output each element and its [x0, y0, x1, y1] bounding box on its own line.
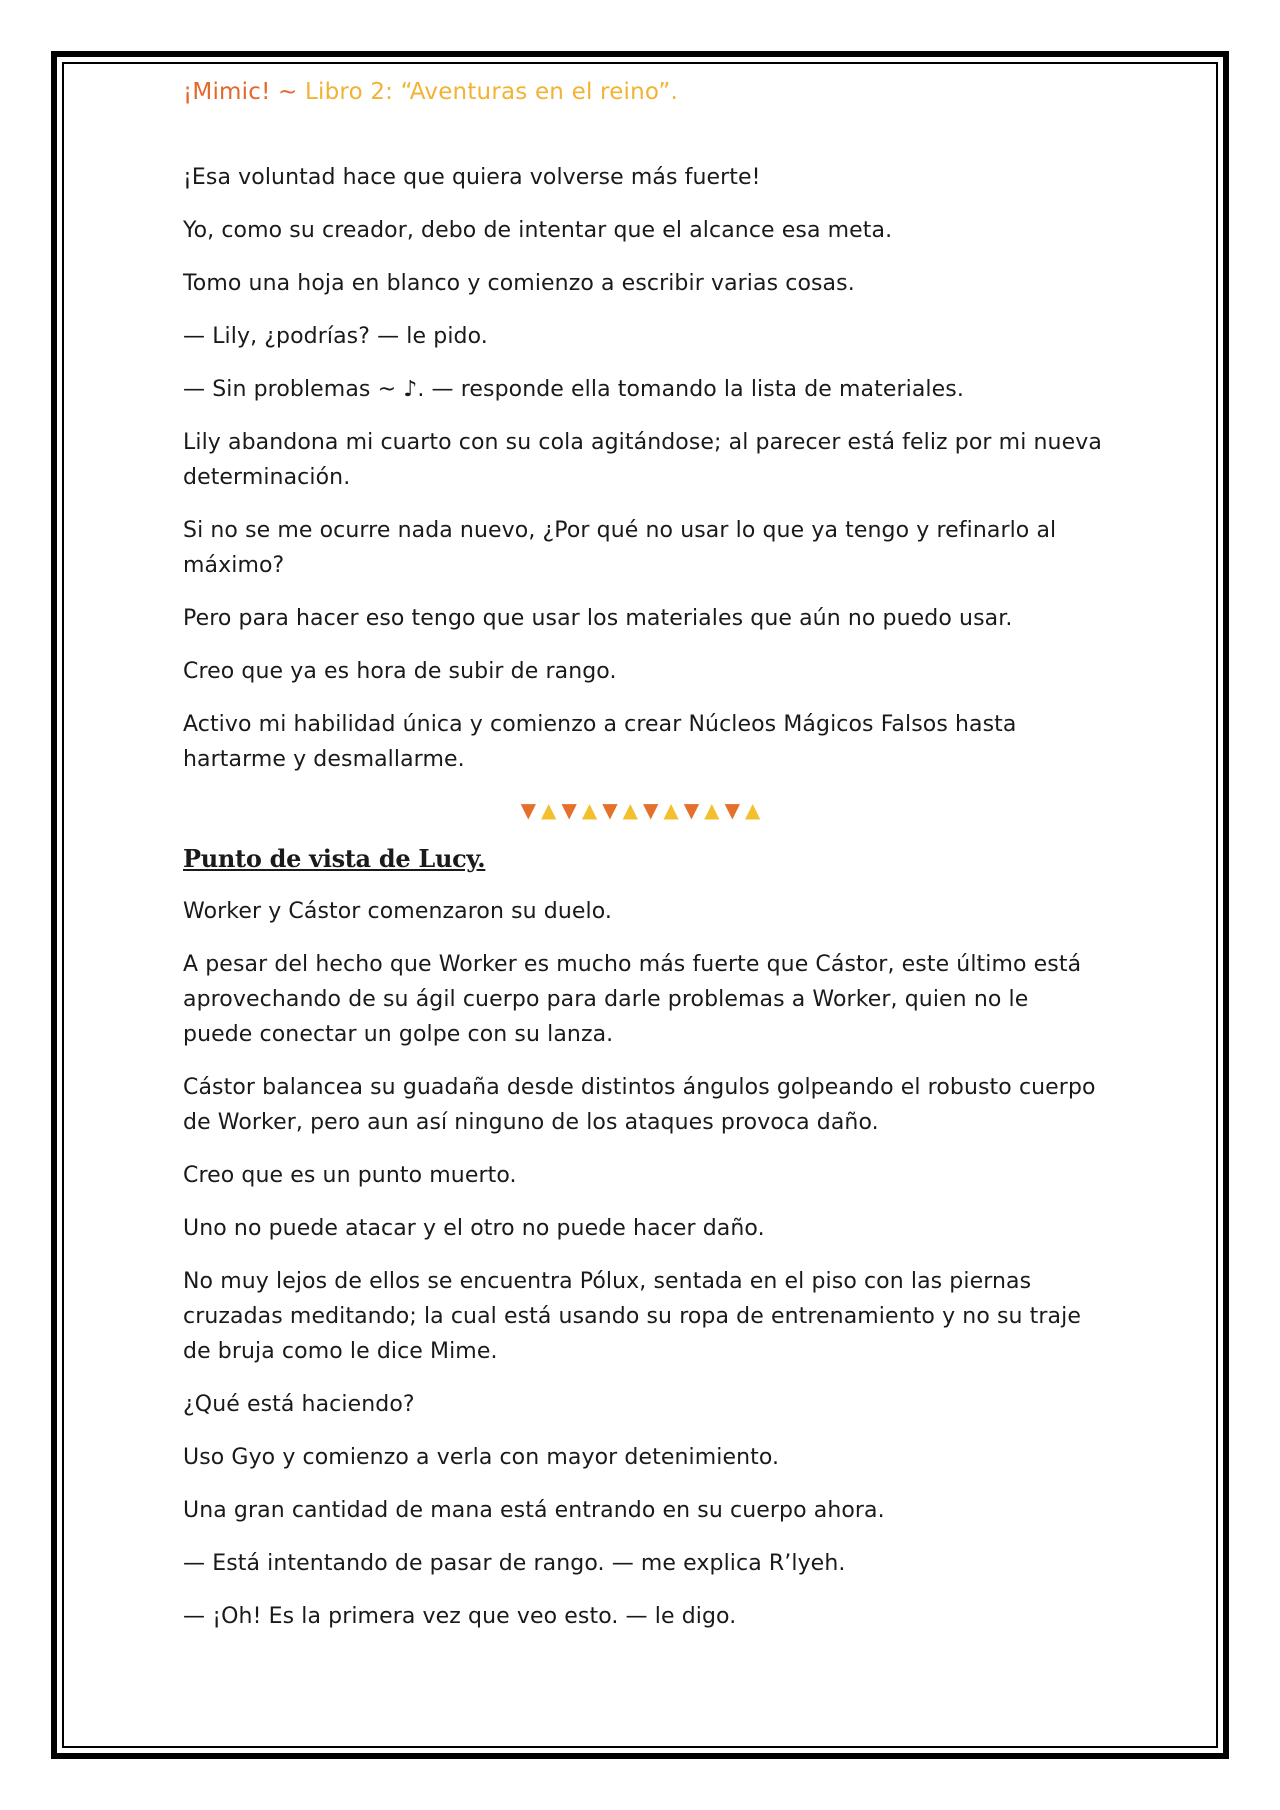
- triangle-down-icon: ▼: [561, 798, 582, 822]
- triangle-up-icon: ▲: [663, 798, 684, 822]
- paragraph: — Está intentando de pasar de rango. — me explica R’lyeh.: [183, 1551, 846, 1576]
- paragraph: Pero para hacer eso tengo que usar los materiales que aún no puedo usar.: [183, 606, 1013, 631]
- paragraph: Una gran cantidad de mana está entrando en su cuerpo ahora.: [183, 1498, 885, 1523]
- triangle-down-icon: ▼: [724, 798, 745, 822]
- scene-divider: [183, 793, 1103, 827]
- triangle-down-icon: ▼: [602, 798, 623, 822]
- paragraph: — Lily, ¿podrías? — le pido.: [183, 324, 488, 349]
- triangle-up-icon: ▲: [704, 798, 725, 822]
- body-text: [183, 160, 1103, 1634]
- paragraph: ¡Esa voluntad hace que quiera volverse más fuerte!: [183, 165, 761, 190]
- triangle-down-icon: ▼: [520, 798, 542, 822]
- header-series: ¡Mimic! ~: [183, 79, 306, 105]
- triangle-up-icon: ▲: [581, 798, 603, 822]
- paragraph: Activo mi habilidad única y comienzo a crear Núcleos Mágicos Falsos hasta hartarme y desmallarme.: [183, 712, 1017, 772]
- paragraph: ¿Qué está haciendo?: [183, 1392, 415, 1417]
- triangle-up-icon: ▲: [744, 798, 766, 822]
- paragraph: Creo que ya es hora de subir de rango.: [183, 659, 617, 684]
- paragraph: Worker y Cástor comenzaron su duelo.: [183, 899, 613, 924]
- triangle-down-icon: ▼: [683, 798, 705, 822]
- paragraph: Yo, como su creador, debo de intentar que el alcance esa meta.: [183, 218, 893, 243]
- paragraph: — ¡Oh! Es la primera vez que veo esto. — le digo.: [183, 1604, 737, 1629]
- paragraph: Lily abandona mi cuarto con su cola agitándose; al parecer está feliz por mi nueva determinación.: [183, 430, 1102, 490]
- paragraph: Tomo una hoja en blanco y comienzo a escribir varias cosas.: [183, 271, 855, 296]
- paragraph: No muy lejos de ellos se encuentra Pólux, sentada en el piso con las piernas cruzadas meditando; la cual está usando su ropa de entrenamiento y no su traje de bruja como le dice Mime.: [183, 1269, 1081, 1364]
- triangle-up-icon: ▲: [622, 798, 643, 822]
- paragraph: Cástor balancea su guadaña desde distintos ángulos golpeando el robusto cuerpo de Worker, pero aun así ninguno de los ataques provoca daño.: [183, 1075, 1096, 1135]
- paragraph: Creo que es un punto muerto.: [183, 1163, 517, 1188]
- section-title: Punto de vista de Lucy.: [183, 844, 486, 873]
- paragraph: — Sin problemas ~ ♪. — responde ella tomando la lista de materiales.: [183, 377, 964, 402]
- paragraph: Uso Gyo y comienzo a verla con mayor detenimiento.: [183, 1445, 780, 1470]
- triangle-down-icon: ▼: [643, 798, 664, 822]
- header-title: Libro 2: “Aventuras en el reino”.: [305, 79, 678, 105]
- page-content: [183, 72, 1103, 1652]
- paragraph: Uno no puede atacar y el otro no puede hacer daño.: [183, 1216, 765, 1241]
- paragraph: Si no se me ocurre nada nuevo, ¿Por qué no usar lo que ya tengo y refinarlo al máximo?: [183, 518, 1057, 578]
- running-header: [183, 72, 1103, 112]
- paragraph: A pesar del hecho que Worker es mucho más fuerte que Cástor, este último está aprovechando de su ágil cuerpo para darle problemas a Worker, quien no le puede conectar un golpe con su lanza.: [183, 952, 1082, 1047]
- triangle-up-icon: ▲: [541, 798, 562, 822]
